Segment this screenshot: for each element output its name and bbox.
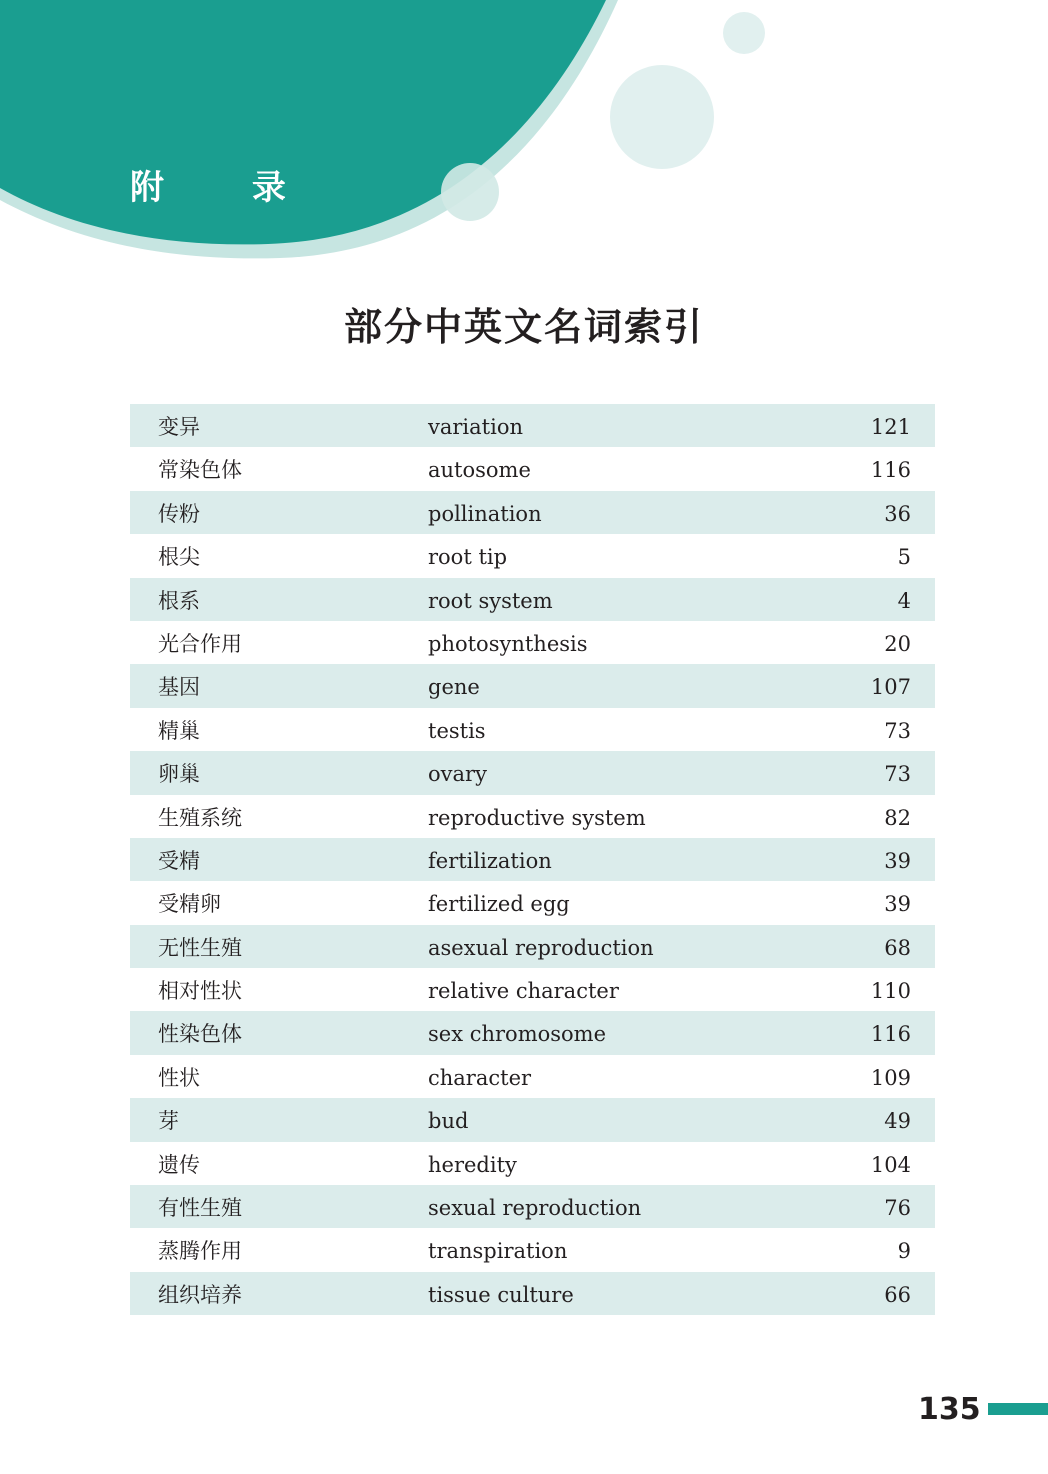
term-chinese: 变异: [158, 415, 200, 439]
term-page: 39: [884, 892, 911, 917]
term-page: 36: [884, 501, 911, 526]
term-chinese: 精巢: [158, 718, 200, 743]
term-page: 116: [870, 458, 911, 483]
term-english: fertilization: [428, 848, 552, 873]
term-page: 76: [884, 1196, 911, 1221]
table-row: [130, 621, 935, 664]
term-chinese: 组织培养: [158, 1282, 242, 1307]
term-english: asexual reproduction: [428, 935, 654, 960]
page-number: 135: [918, 1392, 981, 1427]
page-number-bar: [988, 1403, 1048, 1415]
term-english: testis: [428, 718, 486, 743]
table-row: [130, 578, 935, 621]
term-english: gene: [428, 675, 480, 700]
term-english: pollination: [428, 501, 542, 526]
term-english: photosynthesis: [428, 631, 588, 656]
term-page: 49: [884, 1109, 911, 1134]
term-english: heredity: [428, 1152, 517, 1177]
table-row: [130, 664, 935, 707]
term-chinese: 有性生殖: [158, 1196, 242, 1221]
bubble-small: [723, 12, 765, 54]
table-row: [130, 404, 935, 447]
table-row: [130, 1011, 935, 1054]
term-english: variation: [428, 415, 523, 439]
section-label: 附 录: [130, 168, 324, 208]
table-row: [130, 447, 935, 490]
term-english: relative character: [428, 979, 619, 1004]
table-row: [130, 1185, 935, 1228]
table-row: [130, 1142, 935, 1185]
term-page: 20: [884, 631, 911, 656]
term-english: reproductive system: [428, 805, 646, 830]
table-row: [130, 795, 935, 838]
table-row: [130, 968, 935, 1011]
term-page: 4: [897, 588, 911, 613]
term-chinese: 根尖: [158, 545, 200, 570]
table-row: [130, 1272, 935, 1315]
term-chinese: 受精卵: [158, 892, 221, 917]
term-chinese: 相对性状: [158, 979, 242, 1004]
page-title: 部分中英文名词索引: [343, 304, 704, 349]
term-page: 110: [870, 979, 911, 1004]
table-row: [130, 491, 935, 534]
term-page: 5: [897, 545, 911, 570]
table-row: [130, 708, 935, 751]
term-english: root system: [428, 588, 553, 613]
table-row: [130, 1055, 935, 1098]
table-row: [130, 838, 935, 881]
term-english: transpiration: [428, 1239, 568, 1264]
term-chinese: 常染色体: [158, 458, 242, 483]
term-chinese: 无性生殖: [158, 935, 242, 960]
term-chinese: 光合作用: [158, 631, 242, 656]
header-decoration: [0, 0, 1048, 280]
term-page: 39: [884, 848, 911, 873]
term-english: sex chromosome: [428, 1022, 607, 1047]
term-english: fertilized egg: [428, 892, 570, 917]
term-chinese: 生殖系统: [158, 805, 242, 830]
bubble-medium: [441, 163, 499, 221]
table-row: [130, 1228, 935, 1271]
term-page: 82: [884, 805, 911, 830]
term-chinese: 性染色体: [158, 1022, 242, 1047]
term-chinese: 受精: [158, 848, 200, 873]
term-english: tissue culture: [428, 1282, 574, 1307]
term-chinese: 芽: [158, 1109, 179, 1134]
term-page: 66: [884, 1282, 911, 1307]
bubble-large: [610, 65, 714, 169]
term-page: 9: [897, 1239, 911, 1264]
term-chinese: 根系: [158, 588, 200, 613]
table-row: [130, 1098, 935, 1141]
table-row: [130, 925, 935, 968]
term-english: root tip: [428, 545, 508, 570]
term-page: 121: [870, 415, 911, 439]
term-chinese: 传粉: [158, 501, 200, 526]
term-english: ovary: [428, 762, 487, 787]
term-page: 68: [884, 935, 911, 960]
term-page: 109: [870, 1065, 911, 1090]
term-chinese: 性状: [158, 1065, 200, 1090]
term-page: 73: [884, 718, 911, 743]
term-chinese: 蒸腾作用: [158, 1239, 242, 1264]
term-english: character: [428, 1065, 532, 1090]
table-row: [130, 881, 935, 924]
term-chinese: 基因: [158, 675, 200, 700]
term-english: bud: [428, 1109, 469, 1134]
index-table: [130, 404, 935, 1315]
term-english: autosome: [428, 458, 531, 483]
table-row: [130, 534, 935, 577]
term-page: 116: [870, 1022, 911, 1047]
term-chinese: 遗传: [158, 1152, 200, 1177]
term-page: 104: [870, 1152, 911, 1177]
term-page: 107: [870, 675, 911, 700]
table-row: [130, 751, 935, 794]
term-page: 73: [884, 762, 911, 787]
term-chinese: 卵巢: [158, 762, 200, 787]
term-english: sexual reproduction: [428, 1196, 642, 1221]
